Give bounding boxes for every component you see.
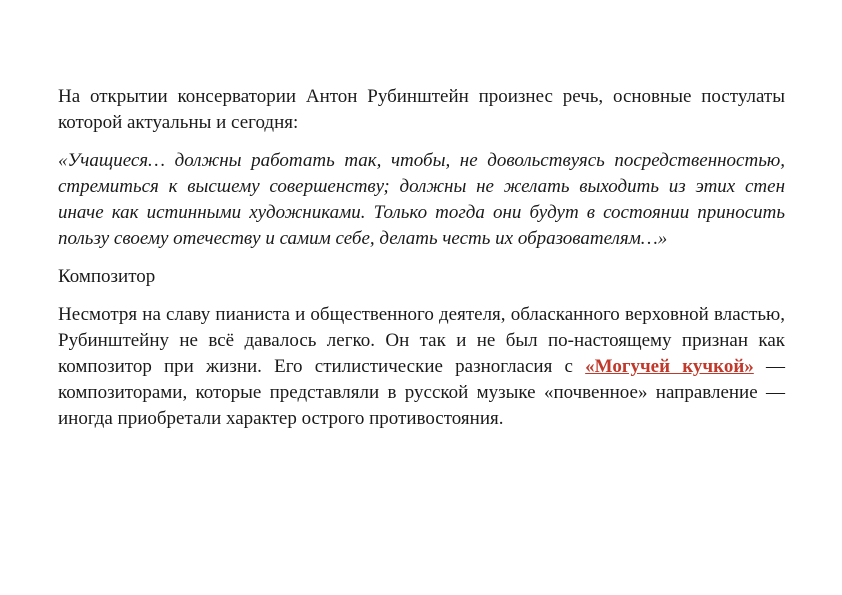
composer-paragraph (58, 302, 785, 432)
intro-paragraph: На открытии консерватории Антон Рубинштейн произнес речь, основные постулаты которой актуальны и сегодня: (58, 86, 785, 133)
mighty-handful-link[interactable]: «Могучей кучкой» (585, 356, 754, 377)
section-heading-composer: Композитор (58, 266, 156, 287)
composer-paragraph-text-end: — композиторами, которые представляли в русской музыке «почвенное» направление — иногда приобретали характер острого противостояния. (58, 356, 785, 429)
composer-paragraph-text-start: Несмотря на славу пианиста и общественного деятеля, обласканного верховной властью, Рубинштейну не всё давалось легко. Он так и не был по-настоящему признан как композитор при жизни. Его стилистические разногласия с (58, 304, 785, 377)
document-page (58, 84, 785, 432)
rubinstein-quote: «Учащиеся… должны работать так, чтобы, не довольствуясь посредственностью, стремиться к высшему совершенству; должны не желать выходить из этих стен иначе как истинными художниками. Только тогда они будут в состоянии приносить пользу своему отечеству и самим себе, делать честь их образователям…» (58, 150, 785, 249)
